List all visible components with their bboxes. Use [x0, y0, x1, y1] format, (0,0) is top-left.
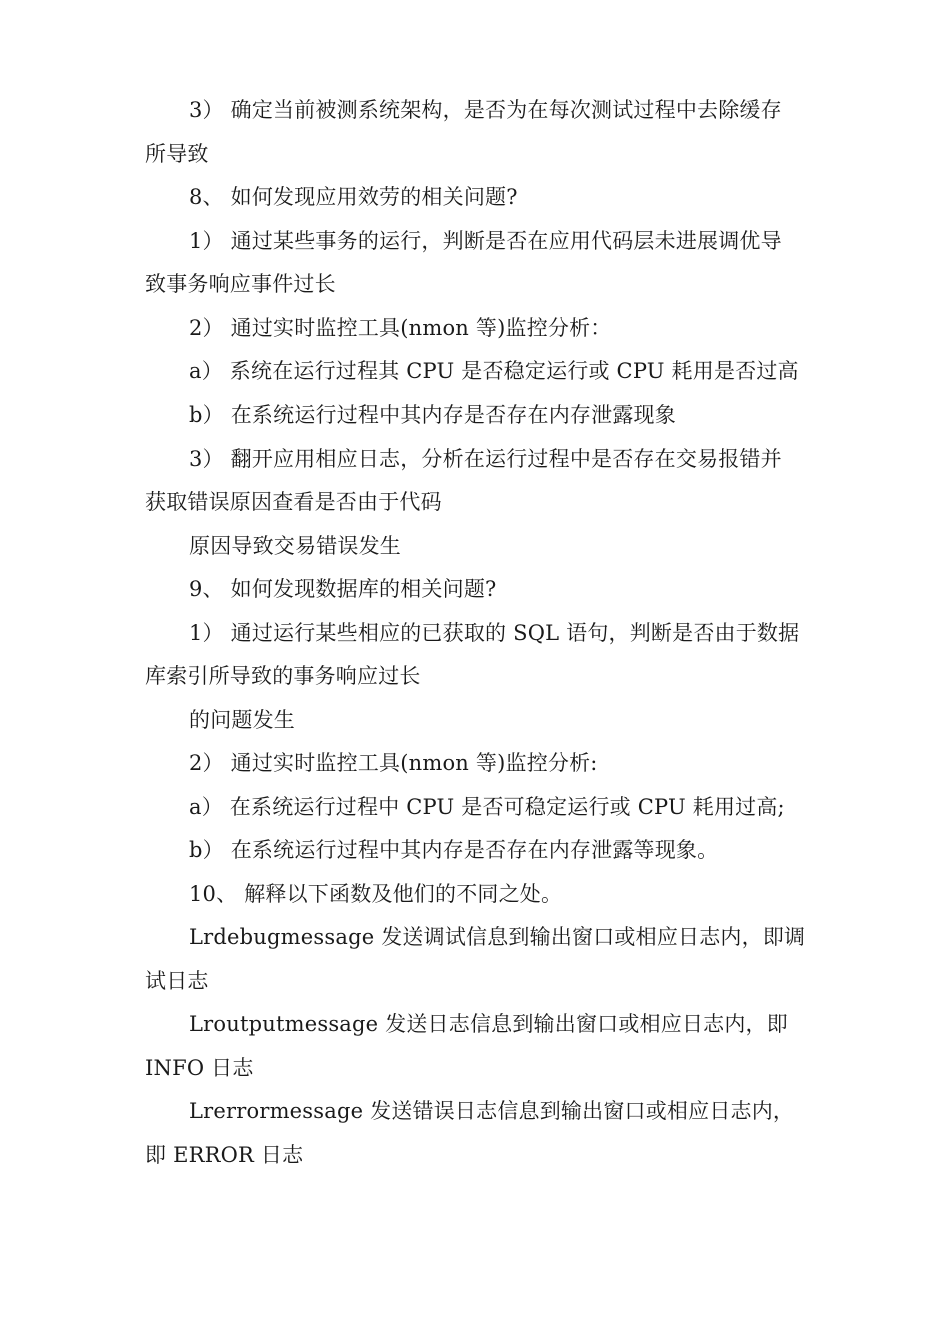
text-line: 试日志	[145, 969, 209, 993]
text-line: 原因导致交易错误发生	[189, 534, 401, 558]
text-line: a） 系统在运行过程其 CPU 是否稳定运行或 CPU 耗用是否过高	[189, 359, 799, 383]
text-line: 获取错误原因查看是否由于代码	[145, 490, 442, 514]
text-line: 即 ERROR 日志	[145, 1143, 304, 1167]
text-line: Lrdebugmessage 发送调试信息到输出窗口或相应日志内，即调	[189, 925, 806, 949]
question-heading: 10、 解释以下函数及他们的不同之处。	[189, 882, 563, 906]
text-line: 所导致	[145, 142, 209, 166]
question-heading: 9、 如何发现数据库的相关问题?	[189, 577, 497, 601]
text-line: 致事务响应事件过长	[145, 272, 336, 296]
text-line: 1） 通过某些事务的运行，判断是否在应用代码层未进展调优导	[189, 229, 782, 253]
text-line: 3） 确定当前被测系统架构，是否为在每次测试过程中去除缓存	[189, 98, 782, 122]
text-line: 的问题发生	[189, 708, 295, 732]
text-line: 2） 通过实时监控工具(nmon 等)监控分析：	[189, 316, 612, 340]
text-line: Lroutputmessage 发送日志信息到输出窗口或相应日志内，即	[189, 1012, 788, 1036]
text-line: b） 在系统运行过程中其内存是否存在内存泄露等现象。	[189, 838, 719, 862]
text-line: 1） 通过运行某些相应的已获取的 SQL 语句，判断是否由于数据	[189, 621, 800, 645]
question-heading: 8、 如何发现应用效劳的相关问题?	[189, 185, 518, 209]
text-line: 2） 通过实时监控工具(nmon 等)监控分析:	[189, 751, 598, 775]
text-line: Lrerrormessage 发送错误日志信息到输出窗口或相应日志内，	[189, 1099, 795, 1123]
text-line: INFO 日志	[145, 1056, 254, 1080]
text-line: a） 在系统运行过程中 CPU 是否可稳定运行或 CPU 耗用过高;	[189, 795, 785, 819]
text-line: 3） 翻开应用相应日志，分析在运行过程中是否存在交易报错并	[189, 447, 782, 471]
text-line: 库索引所导致的事务响应过长	[145, 664, 421, 688]
text-line: b） 在系统运行过程中其内存是否存在内存泄露现象	[189, 403, 676, 427]
